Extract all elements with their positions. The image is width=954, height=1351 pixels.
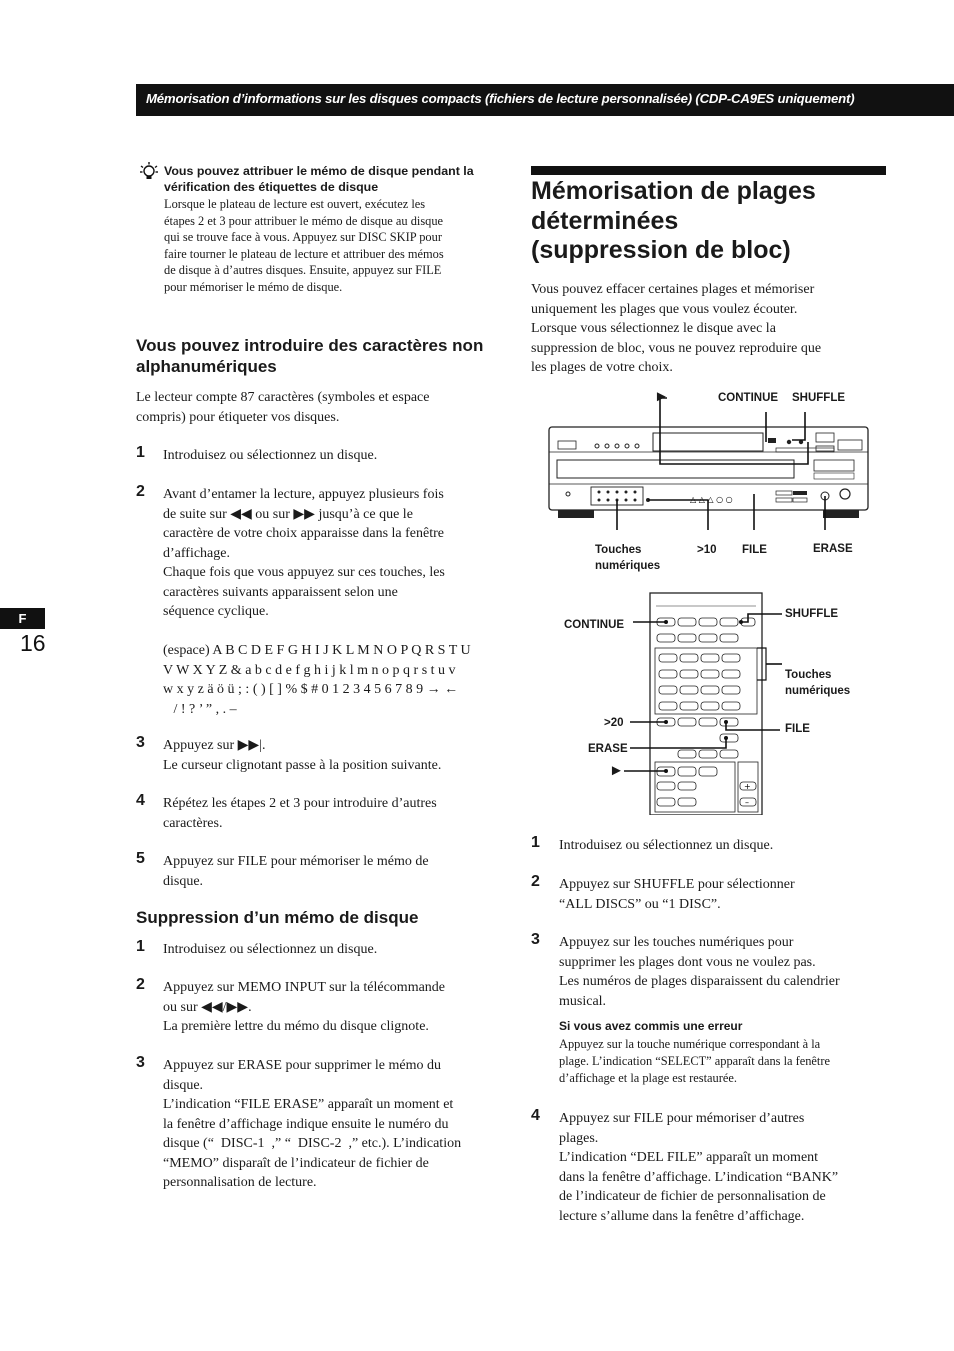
header-title: Mémorisation d’informations sur les disques compacts (fichiers de lecture personnalisée) (CDP-CA9ES uniquement) [146,91,855,106]
step-number: 3 [136,1054,145,1071]
remote-shuffle-label: SHUFFLE [785,608,839,620]
note-body: Appuyez sur la touche numérique correspondant à la plage. L’indication “SELECT” apparaît dans la fenêtre d’affichage et la plage est restaurée. [559,1037,830,1085]
lightbulb-icon [138,160,160,182]
svg-text:+: + [744,782,751,791]
page-number: 16 [20,630,46,656]
page-title: Mémorisation de plages déterminées (suppression de bloc) [531,177,816,264]
step-number: 5 [136,850,145,867]
step-text: Avant d’entamer la lecture, appuyez plusieurs fois de suite sur ◀◀ ou sur ▶▶ jusqu’à ce que le caractère de votre choix apparaisse dans la fenêtre d’affichage. Chaque fois que vous appuyez sur ces touches, les caractères suivants apparaissent selon une séquence cyclique. (espace) A B C D E F G H I J K L M N O P Q R S T U V W X Y Z & a b c d e f g h i j k l m n o p q r s t u v w x y z ä ö ü ; : ( ) [ ] % $ # 0 1 2 3 4 5 6 7 8 9 → ← / ! ? ’ ” , . – [163,487,471,717]
step-text: Appuyez sur ▶▶|. Le curseur clignotant passe à la position suivante. [163,738,442,773]
step-number: 2 [136,976,145,993]
remote-erase-label: ERASE [588,743,628,755]
step-text: Introduisez ou sélectionnez un disque. [163,942,378,957]
step-number: 1 [531,834,540,851]
language-tab: F [0,608,45,629]
step-number: 2 [136,483,145,500]
remote-file-label: FILE [785,723,810,735]
step-text: Introduisez ou sélectionnez un disque. [559,838,774,853]
section-intro: Le lecteur compte 87 caractères (symboles et espace compris) pour étiqueter vos disques. [136,390,430,425]
step-text: Appuyez sur FILE pour mémoriser le mémo de disque. [163,854,429,889]
section-heading-characters: Vous pouvez introduire des caractères non alphanumériques [136,336,484,376]
continue-label: CONTINUE [718,392,779,404]
step-text: Appuyez sur ERASE pour supprimer le mémo du disque. L’indication “FILE ERASE” apparaît un moment et la fenêtre d’affichage indique ensuite le numéro du disque (“ DISC-1 ,” “ DISC-2 ,” etc.). L’indication “MEMO” disparaît de l’indicateur de fichier de personnalisation de lecture. [163,1058,462,1190]
shuffle-label: SHUFFLE [792,392,846,404]
step-text: Appuyez sur SHUFFLE pour sélectionner “ALL DISCS” ou “1 DISC”. [559,877,795,912]
step-text: Appuyez sur FILE pour mémoriser d’autres plages. L’indication “DEL FILE” apparaît un moment dans la fenêtre d’affichage. L’indication “BANK” de l’indicateur de fichier de personnalisation de lecture s’allume dans la fenêtre d’affichage. [559,1111,839,1224]
step-text: Introduisez ou sélectionnez un disque. [163,448,378,463]
touches-numeriques-label: Touches numériques [595,544,661,572]
step-number: 3 [531,931,540,948]
erase-label: ERASE [813,543,853,555]
gt10-label: >10 [697,544,717,556]
step-number: 2 [531,873,540,890]
play-symbol-label: ► [654,388,669,405]
svg-text:–: – [745,798,749,807]
step-number: 1 [136,938,145,955]
step-number: 3 [136,734,145,751]
title-rule [531,166,886,175]
step-text: Appuyez sur MEMO INPUT sur la télécommande ou sur ◀◀/▶▶. La première lettre du mémo du disque clignote. [163,980,446,1034]
tip-title-2: vérification des étiquettes de disque [164,180,379,194]
remote-continue-label: CONTINUE [564,619,625,631]
step-text: Appuyez sur les touches numériques pour supprimer les plages dont vous ne voulez pas. Les numéros de plages disparaissent du calendrier musical. [559,935,840,1009]
remote-control-illustration [600,590,810,815]
cd-player-illustration [540,390,880,530]
remote-touches-label: Touches numériques [785,669,851,697]
step-number: 4 [531,1107,540,1124]
remote-play-symbol: ► [609,762,624,779]
note-title: Si vous avez commis une erreur [559,1019,743,1033]
section-heading-erase-memo: Suppression d’un mémo de disque [136,908,419,927]
tip-body: Lorsque le plateau de lecture est ouvert, exécutez les étapes 2 et 3 pour attribuer le mémo de disque au disque qui se trouve face à vous. Appuyez sur DISC SKIP pour faire tourner le plateau de lecture et attribuer des mémos de disque à d’autres disques. Ensuite, appuyez sur FILE pour mémoriser le mémo de disque. [164,197,444,294]
tip-title-1: Vous pouvez attribuer le mémo de disque pendant la [164,164,474,178]
remote-gt20-label: >20 [604,717,624,729]
svg-text:△ △ △ ○ ○: △ △ △ ○ ○ [690,495,733,504]
file-label: FILE [742,544,767,556]
step-number: 4 [136,792,145,809]
step-text: Répétez les étapes 2 et 3 pour introduire d’autres caractères. [163,796,437,831]
right-intro: Vous pouvez effacer certaines plages et mémoriser uniquement les plages que vous voulez écouter. Lorsque vous sélectionnez le disque avec la suppression de bloc, vous ne pouvez reproduire que les plages de votre choix. [531,282,822,375]
step-number: 1 [136,444,145,461]
